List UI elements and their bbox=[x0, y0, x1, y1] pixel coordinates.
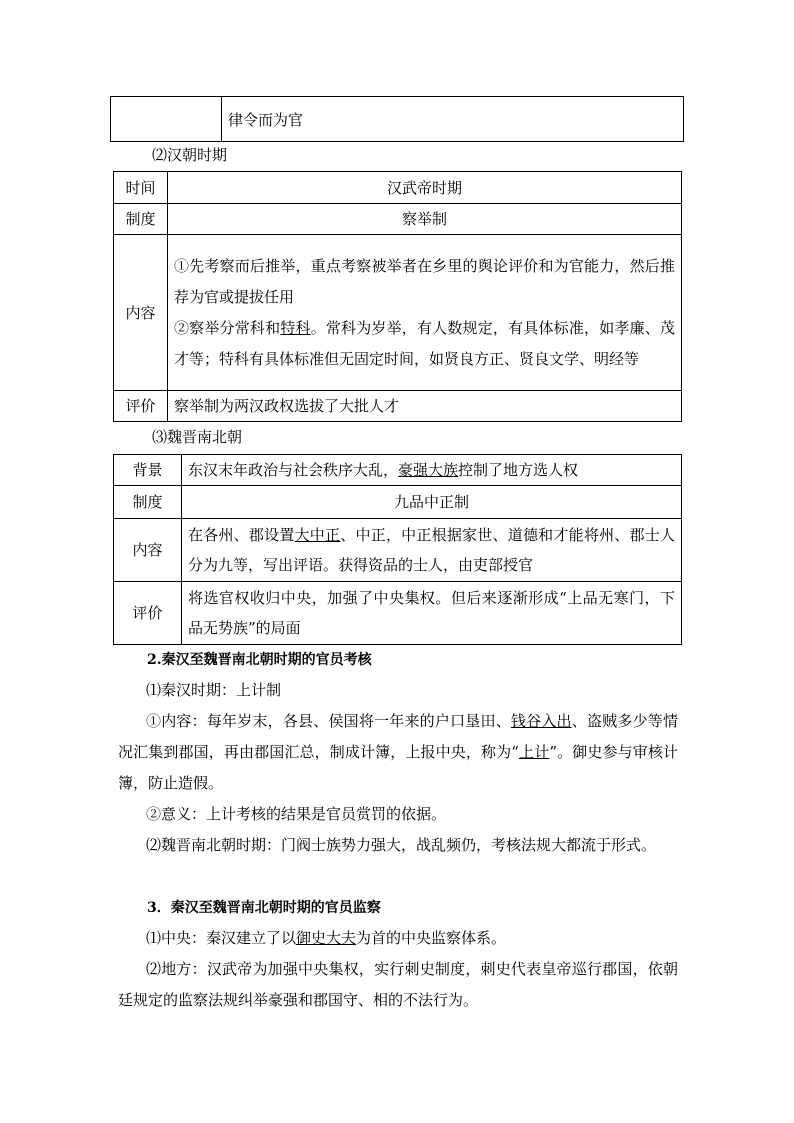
table-row bbox=[114, 455, 682, 486]
section-wei-heading: ⑶魏晋南北朝 bbox=[152, 428, 243, 446]
sec3-p1-post: 为首的中央监察体系。 bbox=[356, 929, 507, 947]
han-time-value: 汉武帝时期 bbox=[168, 172, 682, 204]
sec2-p1: ⑴秦汉时期：上计制 bbox=[146, 681, 282, 699]
table-row bbox=[114, 391, 682, 422]
table-wei-jin bbox=[113, 454, 682, 645]
wei-content-value bbox=[182, 519, 682, 582]
wei-bg-pre: 东汉末年政治与社会秩序大乱， bbox=[188, 461, 399, 479]
wei-content-label: 内容 bbox=[114, 519, 182, 582]
wei-eval-value: 将选官权收归中央，加强了中央集权。但后来逐渐形成“上品无寒门，下品无势族”的局面 bbox=[182, 582, 682, 645]
han-eval-value: 察举制为两汉政权选拔了大批人才 bbox=[168, 391, 682, 422]
wei-content-underlined: 大中正 bbox=[294, 526, 341, 544]
wei-content-pre: 在各州、郡设置 bbox=[188, 526, 295, 544]
wei-system-value: 九品中正制 bbox=[182, 486, 682, 519]
sec2-p3: ②意义：上计考核的结果是官员赏罚的依据。 bbox=[146, 805, 447, 823]
table-top-right-cell: 律令而为官 bbox=[222, 97, 684, 142]
section-2-body bbox=[118, 675, 678, 861]
sec2-p2-mid: 、盗贼多少等情况汇集到郡国，再由郡国汇总，制成计簿，上报中央，称为“ bbox=[118, 712, 678, 761]
sec2-p2-pre: ①内容：每年岁末，各县、侯国将一年来的户口垦田、 bbox=[146, 712, 511, 730]
han-content-label: 内容 bbox=[114, 235, 168, 391]
sec2-p2 bbox=[118, 706, 678, 799]
section-2-title: 2.秦汉至魏晋南北朝时期的官员考核 bbox=[147, 652, 372, 668]
han-system-label: 制度 bbox=[114, 204, 168, 235]
sec3-p2: ⑵地方：汉武帝为加强中央集权，实行刺史制度，刺史代表皇帝巡行郡国，依朝廷规定的监察法规纠举豪强和郡国守、相的不法行为。 bbox=[118, 960, 678, 1009]
table-row bbox=[114, 582, 682, 645]
wei-content-post: 、中正，中正根据家世、道德和才能将州、郡士人分为九等，写出评语。获得资品的士人，由吏部授官 bbox=[188, 526, 675, 574]
wei-bg-label: 背景 bbox=[114, 455, 182, 486]
han-content-line1: ①先考察而后推举，重点考察被举者在乡里的舆论评价和为官能力，然后推荐为官或提拔任用 bbox=[174, 256, 675, 306]
wei-bg-value bbox=[182, 455, 682, 486]
table-han bbox=[113, 171, 682, 422]
han-content-line2-pre: ②察举分常科和 bbox=[174, 318, 281, 337]
sec2-p4: ⑵魏晋南北朝时期：门阀士族势力强大，战乱频仍，考核法规大都流于形式。 bbox=[146, 836, 657, 854]
sec3-p1-underlined: 御史大夫 bbox=[296, 929, 357, 947]
table-top-partial bbox=[110, 96, 684, 142]
sec2-p2-post: ”。御史参与审核计簿，防止造假。 bbox=[118, 743, 679, 792]
table-row bbox=[114, 519, 682, 582]
wei-eval-label: 评价 bbox=[114, 582, 182, 645]
han-time-label: 时间 bbox=[114, 172, 168, 204]
han-content-line2-underlined: 特科 bbox=[280, 318, 311, 337]
han-content-line2-post: 。常科为岁举，有人数规定，有具体标准，如孝廉、茂才等；特科有具体标准但无固定时间，如贤良方正、贤良文学、明经等 bbox=[174, 318, 675, 368]
han-system-value: 察举制 bbox=[168, 204, 682, 235]
table-top-left-cell bbox=[111, 97, 222, 142]
sec3-p1-pre: ⑴中央：秦汉建立了以 bbox=[146, 929, 297, 947]
wei-bg-underlined: 豪强大族 bbox=[398, 461, 459, 479]
section-3-body bbox=[118, 923, 678, 1016]
sec2-p2-underlined-1: 钱谷入出 bbox=[510, 712, 572, 730]
table-row bbox=[114, 172, 682, 204]
sec2-p2-underlined-2: 上计 bbox=[518, 743, 550, 761]
section-han-heading: ⑵汉朝时期 bbox=[152, 146, 228, 164]
han-eval-label: 评价 bbox=[114, 391, 168, 422]
section-3-title: 3．秦汉至魏晋南北朝时期的官员监察 bbox=[147, 900, 381, 916]
han-content-value bbox=[168, 235, 682, 391]
sec3-p1 bbox=[118, 923, 678, 954]
wei-system-label: 制度 bbox=[114, 486, 182, 519]
han-content-line2 bbox=[174, 313, 675, 375]
table-row bbox=[114, 204, 682, 235]
wei-bg-post: 控制了地方选人权 bbox=[458, 461, 579, 479]
table-row bbox=[114, 486, 682, 519]
table-row bbox=[114, 235, 682, 391]
